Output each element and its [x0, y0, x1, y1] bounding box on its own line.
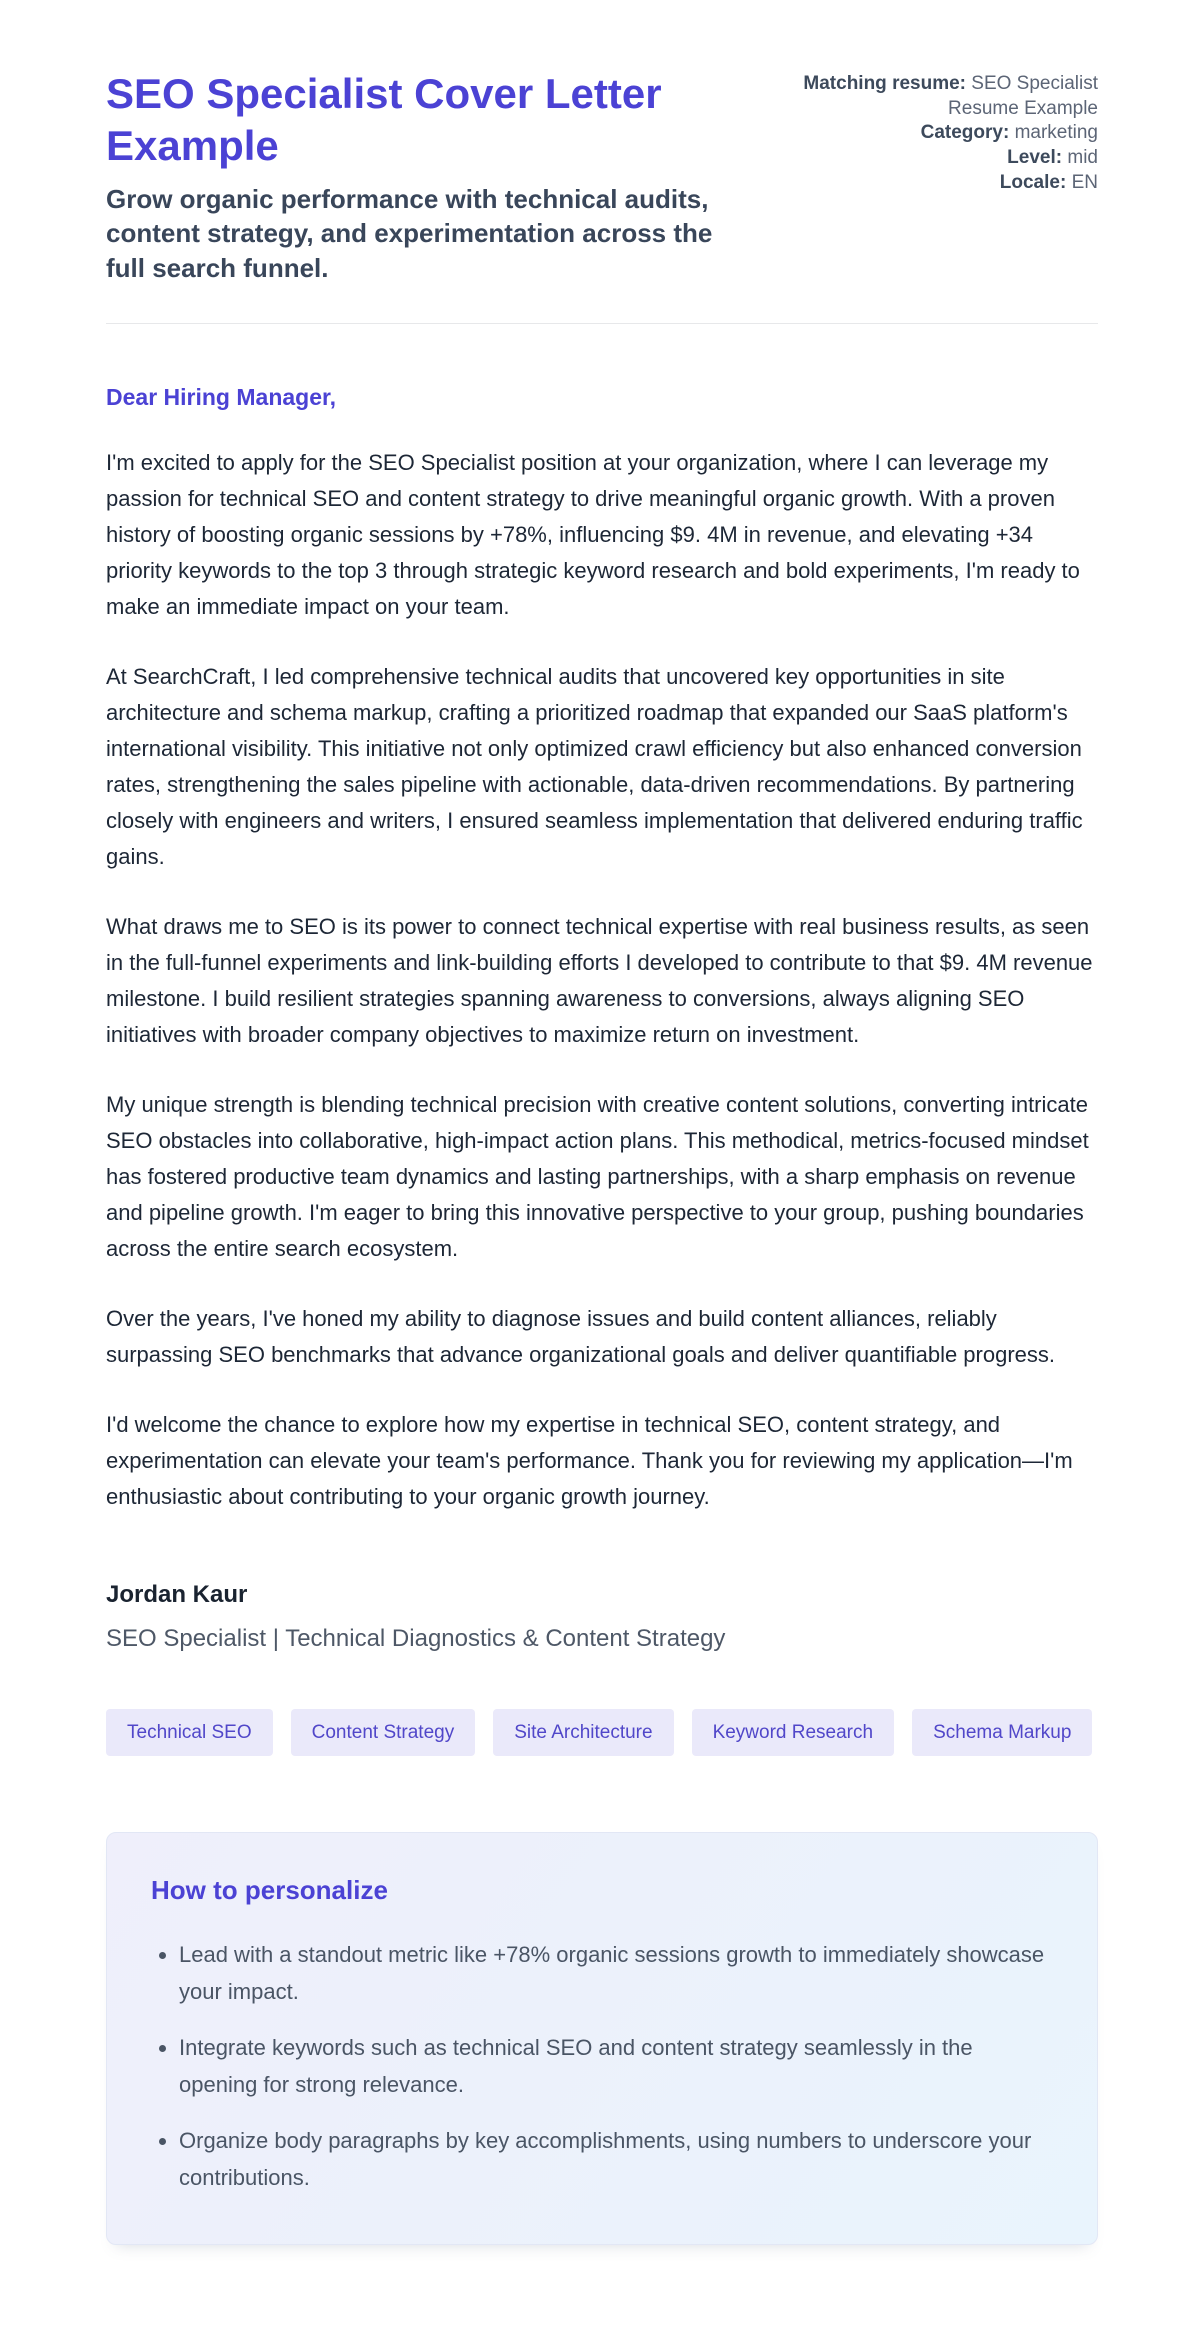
meta-matching-resume — [778, 72, 1098, 121]
meta-level — [778, 146, 1098, 171]
tag-content-strategy: Content Strategy — [291, 1709, 476, 1756]
letter-body — [106, 384, 1098, 1515]
tip-item-1: • Lead with a standout metric like +78% organic sessions growth to immediately showcase your impact. — [179, 1936, 1053, 2010]
header-divider — [106, 323, 1098, 324]
keyword-tags — [106, 1709, 1098, 1756]
page-subtitle: Grow organic performance with technical audits, content strategy, and experimentation across the full search funnel. — [106, 184, 713, 283]
letter-paragraph-3: What draws me to SEO is its power to connect technical expertise with real business results, as seen in the full-funnel experiments and link-building efforts I developed to contribute to that $9. 4M revenue milestone. I build resilient strategies spanning awareness to conversions, always aligning SEO initiatives with broader company objectives to maximize return on investment. — [106, 914, 1093, 1048]
signature-name: Jordan Kaur — [106, 1581, 248, 1609]
letter-paragraph-5: Over the years, I've honed my ability to diagnose issues and build content alliances, reliably surpassing SEO benchmarks that advance organizational goals and deliver quantifiable progress. — [106, 1306, 1056, 1368]
meta-matching-resume-label: Matching resume: — [803, 73, 966, 94]
meta-locale — [778, 171, 1098, 196]
tip-item-3: • Organize body paragraphs by key accomplishments, using numbers to underscore your contributions. — [179, 2122, 1053, 2196]
meta-category-value: marketing — [1009, 122, 1098, 144]
letter-paragraph-1: I'm excited to apply for the SEO Specialist position at your organization, where I can leverage my passion for technical SEO and content strategy to drive meaningful organic growth. With a proven history of boosting organic sessions by +78%, influencing $9. 4M in revenue, and elevating +34 priority keywords to the top 3 through strategic keyword research and bold experiments, I'm ready to make an immediate impact on your team. — [106, 450, 1080, 620]
tip-item-2: • Integrate keywords such as technical SEO and content strategy seamlessly in the opening for strong relevance. — [179, 2029, 1053, 2103]
meta-category — [778, 121, 1098, 146]
meta-category-label: Category: — [920, 122, 1010, 144]
tag-keyword-research: Keyword Research — [692, 1709, 895, 1756]
signature — [106, 1581, 1098, 1653]
header — [106, 68, 1098, 285]
tips-list — [151, 1936, 1053, 2196]
meta-level-value: mid — [1062, 147, 1098, 169]
tag-site-architecture: Site Architecture — [493, 1709, 673, 1756]
letter-paragraph-6: I'd welcome the chance to explore how my expertise in technical SEO, content strategy, and experimentation can elevate your team's performance. Thank you for reviewing my application—I'm enthusiastic about contributing to your organic growth journey. — [106, 1412, 1073, 1510]
tag-technical-seo: Technical SEO — [106, 1709, 273, 1756]
header-titles — [106, 68, 746, 285]
how-to-personalize-box — [106, 1832, 1098, 2245]
meta-block — [778, 68, 1098, 195]
meta-matching-resume-value: SEO Specialist Resume Example — [948, 73, 1098, 119]
tips-title: How to personalize — [151, 1875, 388, 1906]
signature-role: SEO Specialist | Technical Diagnostics & Content Strategy — [106, 1625, 726, 1653]
tag-schema-markup: Schema Markup — [912, 1709, 1092, 1756]
meta-locale-value: EN — [1066, 171, 1098, 193]
letter-greeting: Dear Hiring Manager, — [106, 384, 337, 411]
letter-paragraph-4: My unique strength is blending technical precision with creative content solutions, converting intricate SEO obstacles into collaborative, high-impact action plans. This methodical, metrics-focused mindset has fostered productive team dynamics and lasting partnerships, with a sharp emphasis on revenue and pipeline growth. I'm eager to bring this innovative perspective to your group, pushing boundaries across the entire search ecosystem. — [106, 1092, 1089, 1262]
meta-locale-label: Locale: — [999, 171, 1067, 193]
letter-paragraph-2: At SearchCraft, I led comprehensive technical audits that uncovered key opportunities in site architecture and schema markup, crafting a prioritized roadmap that expanded our SaaS platform's international visibility. This initiative not only optimized crawl efficiency but also enhanced conversion rates, strengthening the sales pipeline with actionable, data-driven recommendations. By partnering closely with engineers and writers, I ensured seamless implementation that delivered enduring traffic gains. — [106, 664, 1083, 870]
page-title: SEO Specialist Cover Letter Example — [106, 70, 662, 170]
meta-level-label: Level: — [1007, 147, 1063, 169]
